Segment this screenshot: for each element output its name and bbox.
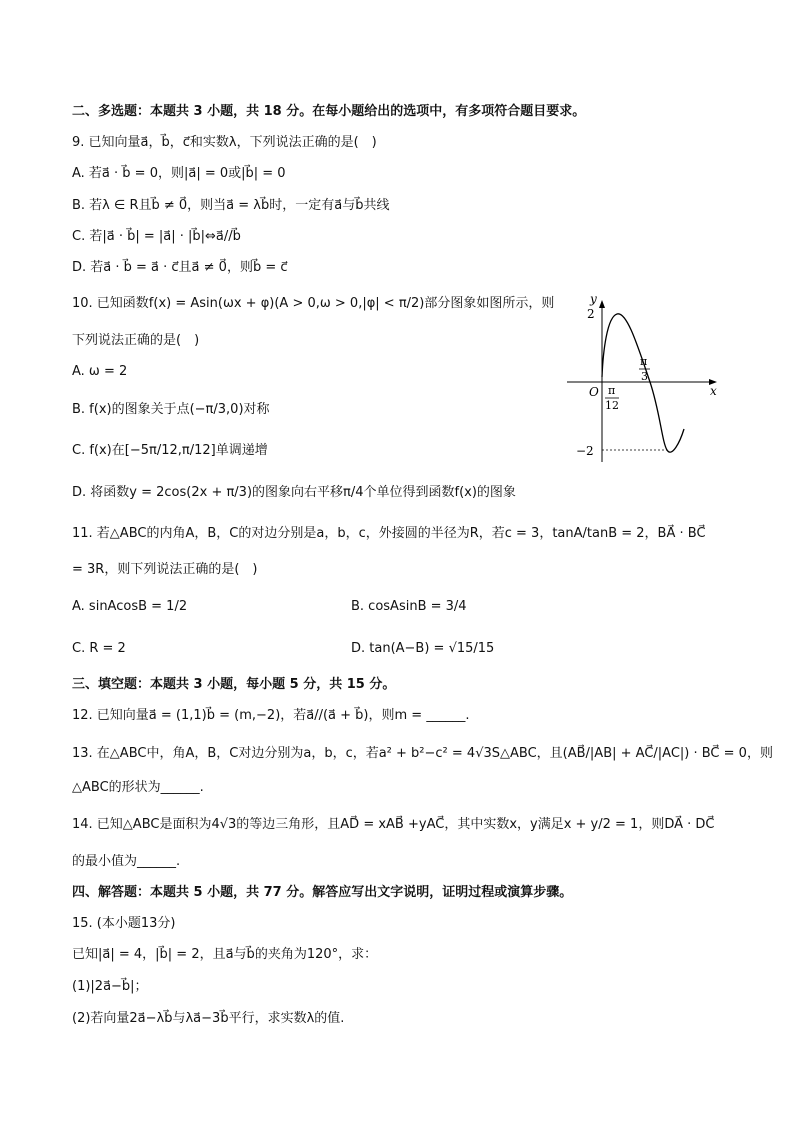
y-axis-label: y [590,292,597,306]
question-9-stem: 9. 已知向量a⃗，b⃗，c⃗和实数λ，下列说法正确的是( ) [72,135,377,150]
question-11-stem-line2: = 3R，则下列说法正确的是( ) [72,562,258,577]
tick-pi-3-den: 3 [641,370,648,383]
tick-pi-3-num: π [640,355,648,368]
question-13-stem-line2: △ABC的形状为______. [72,780,204,795]
question-11-option-c: C. R = 2 [72,641,126,656]
tick-pi-12-num: π [608,384,616,397]
y-axis-arrow [599,300,605,308]
question-9-option-b: B. 若λ ∈ R且b⃗ ≠ 0⃗，则当a⃗ = λb⃗时，一定有a⃗与b⃗共线 [72,198,390,213]
x-axis-label: x [710,384,717,398]
question-15-part-2: (2)若向量2a⃗−λb⃗与λa⃗−3b⃗平行，求实数λ的值. [72,1011,345,1026]
section-4-header: 四、解答题：本题共 5 小题，共 77 分。解答应写出文字说明，证明过程或演算步骤。 [72,885,573,900]
question-15-stem: 已知|a⃗| = 4，|b⃗| = 2，且a⃗与b⃗的夹角为120°，求： [72,947,378,962]
question-14-stem-line2: 的最小值为______. [72,854,181,869]
question-9-option-d: D. 若a⃗ · b⃗ = a⃗ · c⃗且a⃗ ≠ 0⃗，则b⃗ = c⃗ [72,260,288,275]
question-10-stem-line2: 下列说法正确的是( ) [72,333,200,348]
question-14-stem-line1: 14. 已知△ABC是面积为4√3的等边三角形，且AD⃗ = xAB⃗ +yAC⃗，其中实数x，y满足x + y/2 = 1，则DA⃗ · DC⃗ [72,817,715,832]
question-11-option-a: A. sinAcosB = 1/2 [72,599,188,614]
tick-pi-12-den: 12 [605,399,619,412]
question-12-stem: 12. 已知向量a⃗ = (1,1)b⃗ = (m,−2)，若a⃗//(a⃗ + b⃗)，则m = ______. [72,708,470,723]
question-9-option-c: C. 若|a⃗ · b⃗| = |a⃗| · |b⃗|⇔a⃗//b⃗ [72,229,241,244]
question-15-part-1: (1)|2a⃗−b⃗|； [72,979,148,994]
question-11-stem-line1: 11. 若△ABC的内角A，B，C的对边分别是a，b，c，外接圆的半径为R，若c = 3，tanA/tanB = 2，BA⃗ · BC⃗ [72,526,706,541]
function-graph [562,292,722,467]
question-15-title: 15. (本小题13分) [72,916,176,931]
origin-label: O [589,385,599,399]
question-10-option-d: D. 将函数y = 2cos(2x + π/3)的图象向右平移π/4个单位得到函数f(x)的图象 [72,485,516,500]
question-11-option-d: D. tan(A−B) = √15/15 [351,641,495,656]
y-min-label: −2 [576,444,594,458]
question-10-option-c: C. f(x)在[−5π/12,π/12]单调递增 [72,443,268,458]
question-10-stem-line1: 10. 已知函数f(x) = Asin(ωx + φ)(A > 0,ω > 0,|φ| < π/2)部分图象如图所示，则 [72,296,555,311]
question-13-stem-line1: 13. 在△ABC中，角A，B，C对边分别为a，b，c，若a² + b²−c² = 4√3S△ABC，且(AB⃗/|AB| + AC⃗/|AC|) · BC⃗ = 0，则 [72,746,773,761]
section-2-header: 二、多选题：本题共 3 小题，共 18 分。在每小题给出的选项中，有多项符合题目要求。 [72,104,586,119]
question-11-option-b: B. cosAsinB = 3/4 [351,599,467,614]
y-max-label: 2 [587,307,595,321]
question-9-option-a: A. 若a⃗ · b⃗ = 0，则|a⃗| = 0或|b⃗| = 0 [72,166,286,181]
question-10-option-a: A. ω = 2 [72,364,128,379]
section-3-header: 三、填空题：本题共 3 小题，每小题 5 分，共 15 分。 [72,677,396,692]
question-10-option-b: B. f(x)的图象关于点(−π/3,0)对称 [72,402,270,417]
